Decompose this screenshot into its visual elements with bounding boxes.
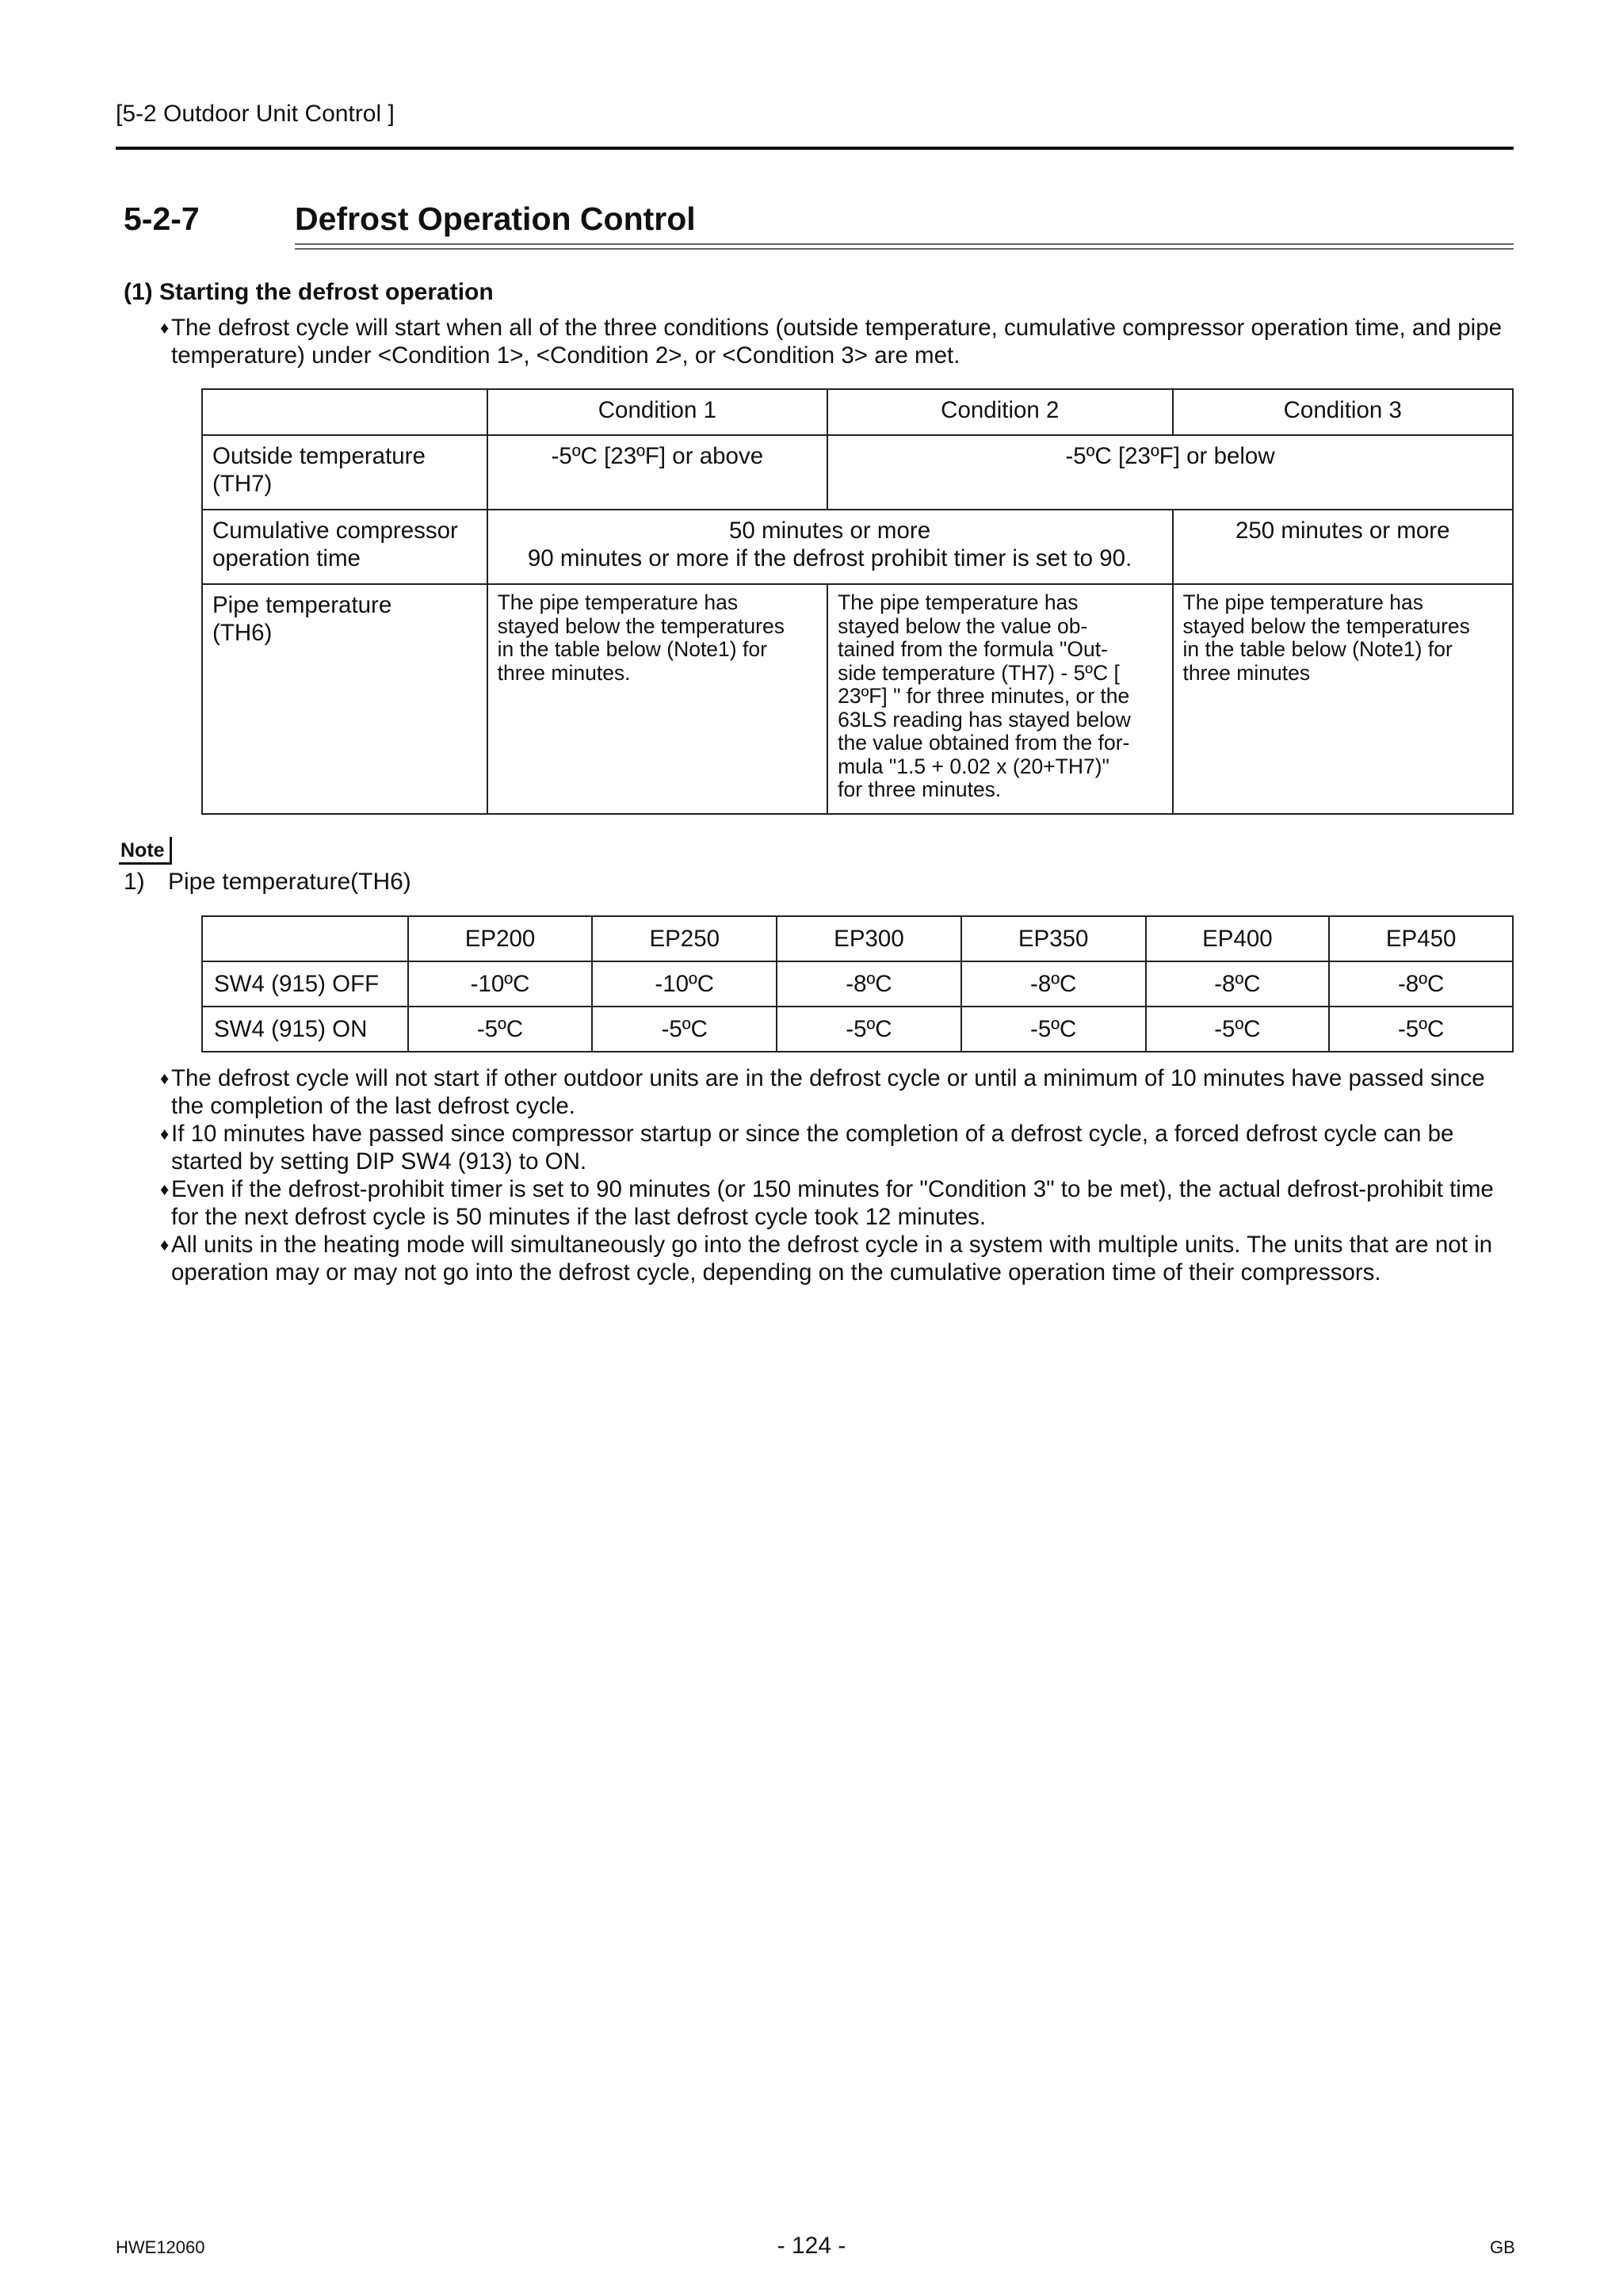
bullet-text: All units in the heating mode will simultaneously go into the defrost cycle in a system with multiple units. The units that are not in operation may or may not go into the defrost cycle, depending on the cumulative operation time of their compressors. <box>171 1232 1493 1286</box>
footer-doc-code: HWE12060 <box>116 2237 205 2257</box>
intro-paragraph <box>160 314 1518 369</box>
label-line: (TH7) <box>212 471 273 497</box>
text-line: in the table below (Note1) for <box>497 637 767 661</box>
compressor-time-condition-1-2 <box>487 510 1173 584</box>
footer-region: GB <box>1490 2237 1515 2257</box>
bullet-icon: ♦ <box>160 1068 170 1088</box>
bullet-icon: ♦ <box>160 1235 170 1255</box>
text-line: stayed below the temperatures <box>1182 613 1470 638</box>
text-line: the value obtained from the for- <box>838 731 1130 755</box>
title-underline-2 <box>295 248 1514 250</box>
outside-temp-condition-1: -5ºC [23ºF] or above <box>487 435 827 510</box>
compressor-time-line: 50 minutes or more <box>729 518 931 544</box>
row-label: SW4 (915) ON <box>202 1007 408 1052</box>
header-condition-1: Condition 1 <box>487 389 827 435</box>
table-cell: -5ºC <box>408 1007 593 1052</box>
bullet-paragraph <box>160 1064 1518 1120</box>
text-line: 23ºF] " for three minutes, or the <box>838 684 1130 708</box>
title-underline-1 <box>295 243 1514 245</box>
label-line: Pipe temperature <box>212 592 392 618</box>
condition-table <box>201 388 1514 815</box>
note-item-text: Pipe temperature(TH6) <box>168 869 411 895</box>
header-empty-cell <box>202 389 487 435</box>
row-label-pipe-temp <box>202 584 487 814</box>
table-cell: -10ºC <box>592 961 777 1007</box>
bullet-text: If 10 minutes have passed since compressor startup or since the completion of a defrost cycle, a forced defrost cycle can be started by setting DIP SW4 (913) to ON. <box>171 1121 1454 1175</box>
text-line: 63LS reading has stayed below <box>838 707 1131 732</box>
table-cell: -10ºC <box>408 961 593 1007</box>
text-line: for three minutes. <box>838 777 1002 801</box>
bullet-icon: ♦ <box>160 318 170 338</box>
bullet-paragraph <box>160 1120 1518 1175</box>
compressor-time-line: 90 minutes or more if the defrost prohibit timer is set to 90. <box>527 545 1132 571</box>
text-line: The pipe temperature has <box>838 590 1079 614</box>
row-label-outside-temp <box>202 435 487 510</box>
table-cell: -5ºC <box>777 1007 961 1052</box>
section-number: 5-2-7 <box>124 201 200 237</box>
column-header: EP350 <box>961 916 1146 961</box>
header-condition-2: Condition 2 <box>827 389 1172 435</box>
label-line: operation time <box>212 545 361 571</box>
bullet-paragraph <box>160 1231 1518 1286</box>
text-line: The pipe temperature has <box>1182 590 1423 614</box>
table-cell: -8ºC <box>1329 961 1513 1007</box>
table-row <box>202 961 1513 1007</box>
table-row <box>202 1007 1513 1052</box>
bullet-text: Even if the defrost-prohibit timer is set to 90 minutes (or 150 minutes for "Condition 3" to be met), the actual defrost-prohibit time for the next defrost cycle is 50 minutes if the last defrost cycle took 12 minutes. <box>171 1176 1494 1230</box>
bullet-icon: ♦ <box>160 1124 170 1144</box>
pipe-temperature-table <box>201 915 1514 1052</box>
bullet-paragraph <box>160 1175 1518 1231</box>
column-header: EP250 <box>592 916 777 961</box>
text-line: three minutes <box>1182 660 1311 685</box>
header-divider <box>116 147 1514 150</box>
header-empty-cell <box>202 916 408 961</box>
table-cell: -5ºC <box>592 1007 777 1052</box>
label-line: Cumulative compressor <box>212 518 458 544</box>
label-line: (TH6) <box>212 620 273 646</box>
subsection-heading: (1) Starting the defrost operation <box>124 279 494 305</box>
note-item <box>124 869 411 896</box>
text-line: stayed below the value ob- <box>838 613 1088 638</box>
table-cell: -5ºC <box>1146 1007 1330 1052</box>
pipe-temp-condition-3 <box>1173 584 1513 814</box>
footer-page-number: - 124 - <box>777 2233 846 2259</box>
text-line: stayed below the temperatures <box>497 613 785 638</box>
pipe-temp-condition-2 <box>827 584 1172 814</box>
table-cell: -8ºC <box>777 961 961 1007</box>
text-line: mula "1.5 + 0.02 x (20+TH7)" <box>838 754 1109 778</box>
text-line: side temperature (TH7) - 5ºC [ <box>838 660 1120 685</box>
column-header: EP450 <box>1329 916 1513 961</box>
header-section-path: [5-2 Outdoor Unit Control ] <box>116 101 395 127</box>
intro-text: The defrost cycle will start when all of the three conditions (outside temperature, cumulative compressor operation time, and pipe temperature) under <Condition 1>, <Condition 2>, or <Condition 3> are met. <box>171 315 1503 369</box>
table-cell: -8ºC <box>961 961 1146 1007</box>
header-condition-3: Condition 3 <box>1173 389 1513 435</box>
note-item-number: 1) <box>124 869 145 895</box>
compressor-time-condition-3: 250 minutes or more <box>1173 510 1513 584</box>
row-label: SW4 (915) OFF <box>202 961 408 1007</box>
note-label: Note <box>119 837 172 865</box>
row-label-compressor-time <box>202 510 487 584</box>
column-header: EP200 <box>408 916 593 961</box>
pipe-temp-condition-1 <box>487 584 827 814</box>
outside-temp-condition-2-3: -5ºC [23ºF] or below <box>827 435 1513 510</box>
section-title: Defrost Operation Control <box>295 201 696 237</box>
table-cell: -5ºC <box>961 1007 1146 1052</box>
text-line: The pipe temperature has <box>497 590 739 614</box>
label-line: Outside temperature <box>212 443 426 469</box>
text-line: in the table below (Note1) for <box>1182 637 1453 661</box>
table-cell: -8ºC <box>1146 961 1330 1007</box>
text-line: tained from the formula "Out- <box>838 637 1108 661</box>
bullet-icon: ♦ <box>160 1179 170 1199</box>
column-header: EP400 <box>1146 916 1330 961</box>
column-header: EP300 <box>777 916 961 961</box>
bullet-text: The defrost cycle will not start if other outdoor units are in the defrost cycle or until a minimum of 10 minutes have passed since the completion of the last defrost cycle. <box>171 1065 1485 1119</box>
table-cell: -5ºC <box>1329 1007 1513 1052</box>
text-line: three minutes. <box>497 660 631 685</box>
